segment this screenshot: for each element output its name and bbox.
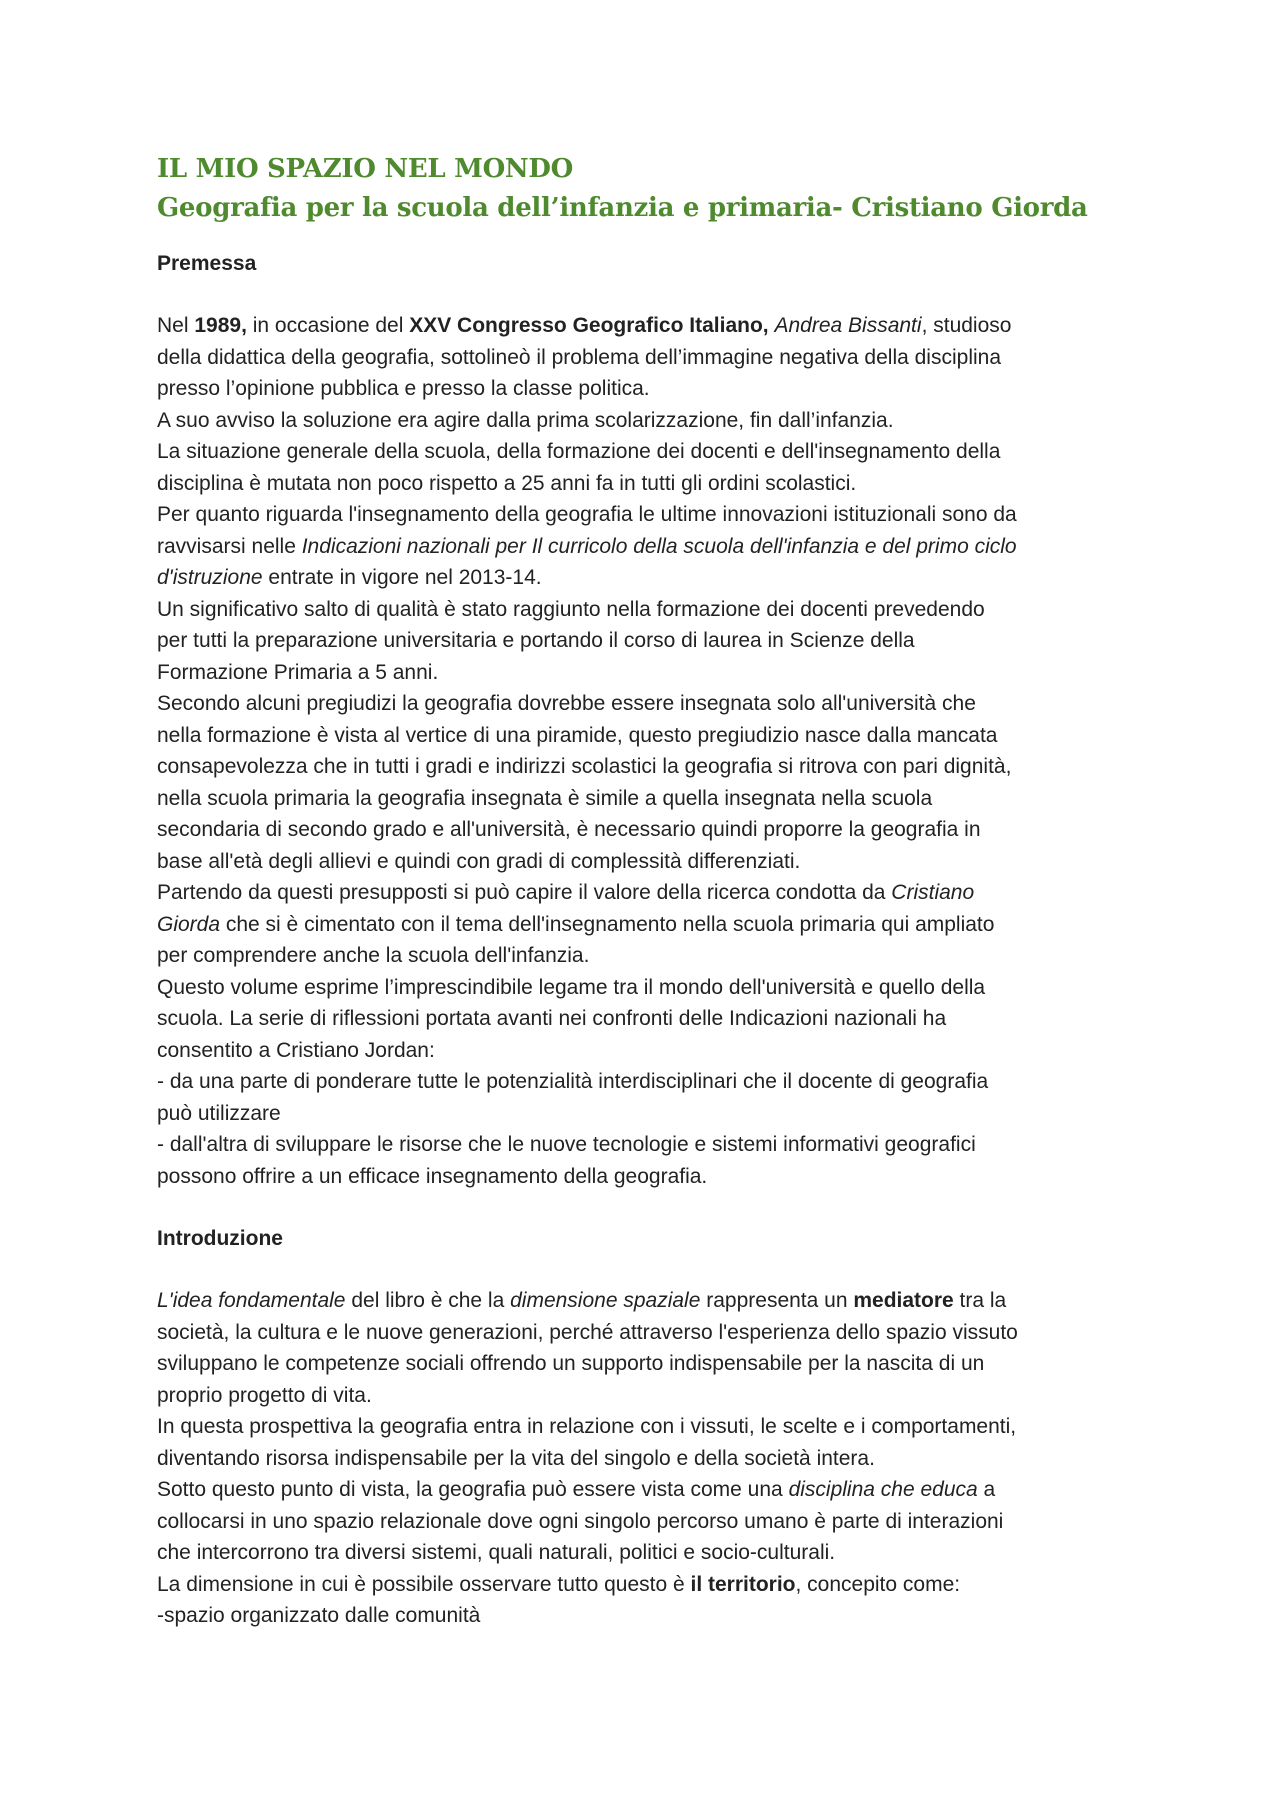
text-line: La situazione generale della scuola, della formazione dei docenti e dell'insegnamento della [157, 440, 1001, 463]
text-line: per tutti la preparazione universitaria e portando il corso di laurea in Scienze della [157, 629, 915, 652]
section-heading-premessa: Premessa [157, 252, 257, 275]
text-line: che intercorrono tra diversi sistemi, quali naturali, politici e socio-culturali. [157, 1541, 836, 1564]
text-line: - dall'altra di sviluppare le risorse che le nuove tecnologie e sistemi informativi geografici [157, 1133, 976, 1156]
text-line: La dimensione in cui è possibile osservare tutto questo è il territorio, concepito come: [157, 1572, 961, 1596]
text-line: Questo volume esprime l’imprescindibile legame tra il mondo dell'università e quello della [157, 975, 986, 999]
section-heading-introduzione: Introduzione [157, 1227, 283, 1250]
text-line: nella scuola primaria la geografia insegnata è simile a quella insegnata nella scuola [157, 786, 933, 810]
document-page [157, 150, 1157, 1632]
text-line: della didattica della geografia, sottolineò il problema dell’immagine negativa della disciplina [157, 345, 1002, 369]
text-line: Un significativo salto di qualità è stato raggiunto nella formazione dei docenti prevedendo [157, 597, 985, 621]
text-line: Giorda che si è cimentato con il tema dell'insegnamento nella scuola primaria qui ampliato [157, 912, 995, 936]
document-subtitle: Geografia per la scuola dell’infanzia e primaria- Cristiano Giorda [157, 193, 1088, 223]
text-line: In questa prospettiva la geografia entra in relazione con i vissuti, le scelte e i comportamenti, [157, 1415, 1017, 1438]
paragraph-premessa [157, 310, 1157, 1192]
text-line: Formazione Primaria a 5 anni. [157, 660, 439, 684]
text-line: ravvisarsi nelle Indicazioni nazionali per Il curricolo della scuola dell'infanzia e del primo ciclo [157, 534, 1017, 558]
text-line: L'idea fondamentale del libro è che la dimensione spaziale rappresenta un mediatore tra la [157, 1289, 1007, 1312]
text-line: consapevolezza che in tutti i gradi e indirizzi scolastici la geografia si ritrova con pari dignità, [157, 755, 1012, 778]
text-line: può utilizzare [157, 1101, 281, 1125]
text-line: nella formazione è vista al vertice di una piramide, questo pregiudizio nasce dalla mancata [157, 723, 998, 747]
text-line: A suo avviso la soluzione era agire dalla prima scolarizzazione, fin dall’infanzia. [157, 408, 894, 432]
text-line: diventando risorsa indispensabile per la vita del singolo e della società intera. [157, 1446, 875, 1470]
text-line: Secondo alcuni pregiudizi la geografia dovrebbe essere insegnata solo all'università che [157, 692, 976, 715]
text-line: d'istruzione entrate in vigore nel 2013-14. [157, 566, 542, 589]
text-line: sviluppano le competenze sociali offrendo un supporto indispensabile per la nascita di un [157, 1352, 985, 1375]
text-line: presso l’opinione pubblica e presso la classe politica. [157, 377, 650, 400]
paragraph-introduzione [157, 1285, 1157, 1632]
text-line: Sotto questo punto di vista, la geografia può essere vista come una disciplina che educa a [157, 1478, 996, 1501]
text-line: base all'età degli allievi e quindi con gradi di complessità differenziati. [157, 849, 801, 873]
text-line: per comprendere anche la scuola dell'infanzia. [157, 944, 590, 967]
text-line: scuola. La serie di riflessioni portata avanti nei confronti delle Indicazioni nazionali ha [157, 1007, 947, 1030]
document-title: IL MIO SPAZIO NEL MONDO [157, 154, 573, 184]
text-line: proprio progetto di vita. [157, 1383, 372, 1407]
text-line: società, la cultura e le nuove generazioni, perché attraverso l'esperienza dello spazio vissuto [157, 1320, 1018, 1344]
text-line: consentito a Cristiano Jordan: [157, 1038, 435, 1062]
text-line: possono offrire a un efficace insegnamento della geografia. [157, 1164, 708, 1188]
text-line: collocarsi in uno spazio relazionale dove ogni singolo percorso umano è parte di interazioni [157, 1509, 1004, 1533]
text-line: - da una parte di ponderare tutte le potenzialità interdisciplinari che il docente di geografia [157, 1070, 989, 1093]
text-line: disciplina è mutata non poco rispetto a 25 anni fa in tutti gli ordini scolastici. [157, 471, 857, 495]
text-line: Nel 1989, in occasione del XXV Congresso Geografico Italiano, Andrea Bissanti, studioso [157, 314, 1012, 337]
text-line: Per quanto riguarda l'insegnamento della geografia le ultime innovazioni istituzionali sono da [157, 503, 1017, 526]
text-line: Partendo da questi presupposti si può capire il valore della ricerca condotta da Cristiano [157, 881, 975, 904]
text-line: secondaria di secondo grado e all'università, è necessario quindi proporre la geografia in [157, 818, 981, 841]
text-line: -spazio organizzato dalle comunità [157, 1604, 481, 1627]
